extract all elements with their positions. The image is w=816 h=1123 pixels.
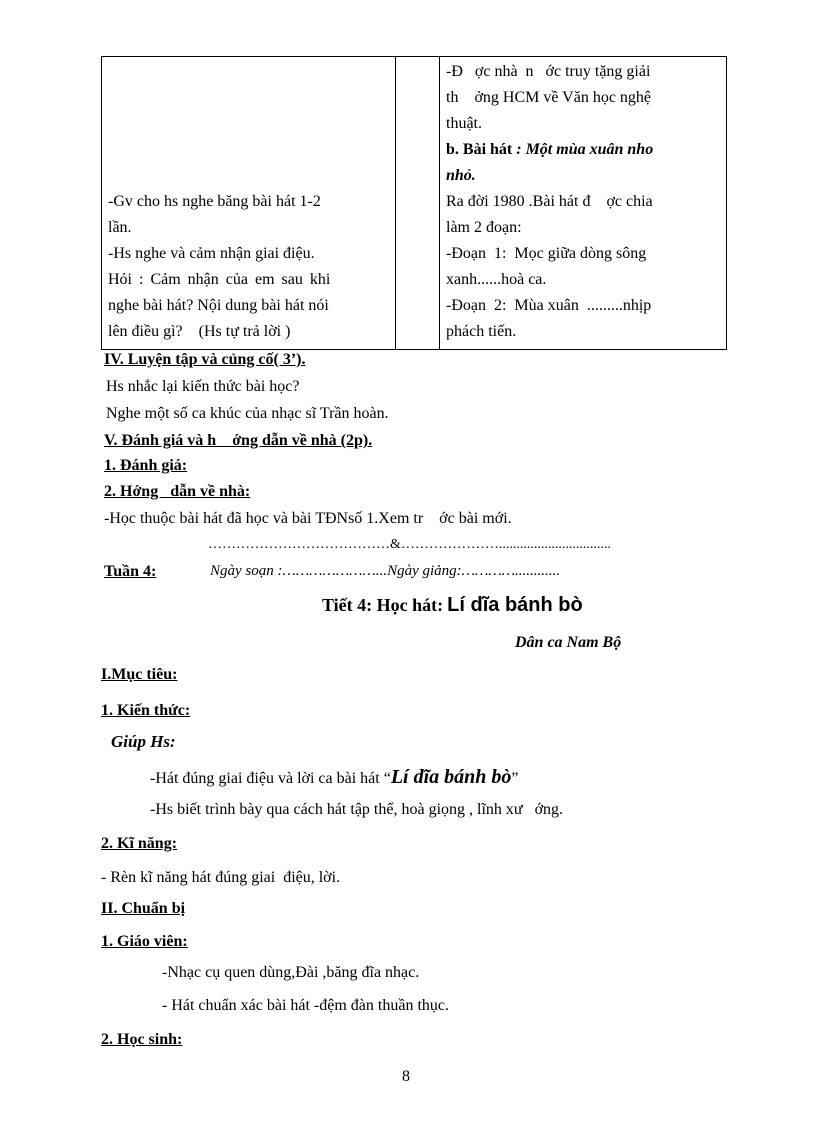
left-line: Hỏi : Cảm nhận của em sau khi — [108, 271, 331, 288]
song-heading-label: b. Bài hát — [446, 141, 513, 158]
lesson-title-prefix: Tiết 4: Học hát: — [322, 595, 444, 615]
teacher-line-1: -Nhạc cụ quen dùng,Đài ,băng đĩa nhạc. — [162, 964, 420, 981]
right-line: -Đoạn 2: Mùa xuân .........nhịp — [446, 297, 652, 314]
section-v-heading: V. Đánh giá và h ớng dẫn về nhà (2p). — [104, 432, 373, 449]
right-line: Ra đời 1980 .Bài hát đ ợc chia — [446, 193, 653, 210]
skills-heading: 2. Kĩ năng: — [101, 835, 178, 852]
student-heading: 2. Học sinh: — [101, 1031, 183, 1048]
song-origin: Dân ca Nam Bộ — [515, 634, 622, 651]
objective-line-1-close: ” — [511, 770, 519, 787]
lesson-dates: Ngày soạn :…………………...Ngày giảng:…………............ — [210, 563, 561, 579]
objectives-heading: I.Mục tiêu: — [101, 666, 178, 683]
content-column — [440, 57, 727, 350]
right-line: phách tiến. — [446, 323, 517, 340]
middle-column — [396, 57, 440, 350]
right-line: th ởng HCM về Văn học nghệ — [446, 89, 652, 106]
section-iv-line: Hs nhắc lại kiến thức bài học? — [106, 378, 300, 395]
left-line: -Hs nghe và cảm nhận giai điệu. — [108, 245, 315, 262]
left-line: nghe bài hát? Nội dung bài hát nói — [108, 297, 329, 314]
song-heading — [446, 137, 720, 163]
homework-heading: 2. Hớng dẫn về nhà: — [104, 483, 251, 500]
right-line: -Đ ợc nhà n ớc truy tặng giải — [446, 63, 651, 80]
page-number: 8 — [402, 1068, 410, 1085]
preparation-heading: II. Chuẩn bị — [101, 900, 186, 917]
week-label: Tuần 4: — [104, 563, 157, 580]
knowledge-heading: 1. Kiến thức: — [101, 702, 191, 719]
skills-line: - Rèn kĩ năng hát đúng giai điệu, lời. — [101, 869, 341, 886]
section-iv-line: Nghe một số ca khúc của nhạc sĩ Trần hoàn. — [106, 405, 389, 422]
help-students-label: Giúp Hs: — [111, 732, 176, 751]
section-iv-heading: IV. Luyện tập và củng cố( 3’). — [104, 351, 306, 368]
right-line: làm 2 đoạn: — [446, 219, 522, 236]
right-line: -Đoạn 1: Mọc giữa dòng sông — [446, 245, 647, 262]
objective-line-1 — [150, 766, 519, 789]
teacher-line-2: - Hát chuẩn xác bài hát -đệm đàn thuần thục. — [162, 997, 449, 1014]
homework-line: -Học thuộc bài hát đã học và bài TĐNsố 1.Xem tr ớc bài mới. — [104, 510, 512, 527]
evaluation-heading: 1. Đánh giá: — [104, 457, 188, 474]
lesson-title-song: Lí dĩa bánh bò — [447, 594, 583, 616]
lesson-title — [322, 594, 583, 617]
left-line: -Gv cho hs nghe băng bài hát 1-2 — [108, 193, 321, 210]
left-line: lần. — [108, 219, 132, 236]
song-heading-title-cont: nhỏ. — [446, 167, 476, 184]
song-heading-title: : Một mùa xuân nho — [516, 141, 654, 158]
right-line: thuật. — [446, 115, 482, 132]
right-line: xanh......hoà ca. — [446, 271, 547, 288]
left-line: lên điều gì? (Hs tự trả lời ) — [108, 323, 291, 340]
objective-song-title: Lí dĩa bánh bò — [390, 766, 512, 788]
lesson-table — [101, 56, 727, 350]
objective-line-1-text: -Hát đúng giai điệu và lời ca bài hát “ — [150, 770, 391, 787]
objective-line-2: -Hs biết trình bày qua cách hát tập thể, hoà giọng , lĩnh xư ớng. — [150, 801, 564, 818]
section-divider: …………………………………&…………………................................ — [208, 537, 611, 552]
activity-column — [102, 57, 396, 350]
teacher-heading: 1. Giáo viên: — [101, 933, 188, 950]
